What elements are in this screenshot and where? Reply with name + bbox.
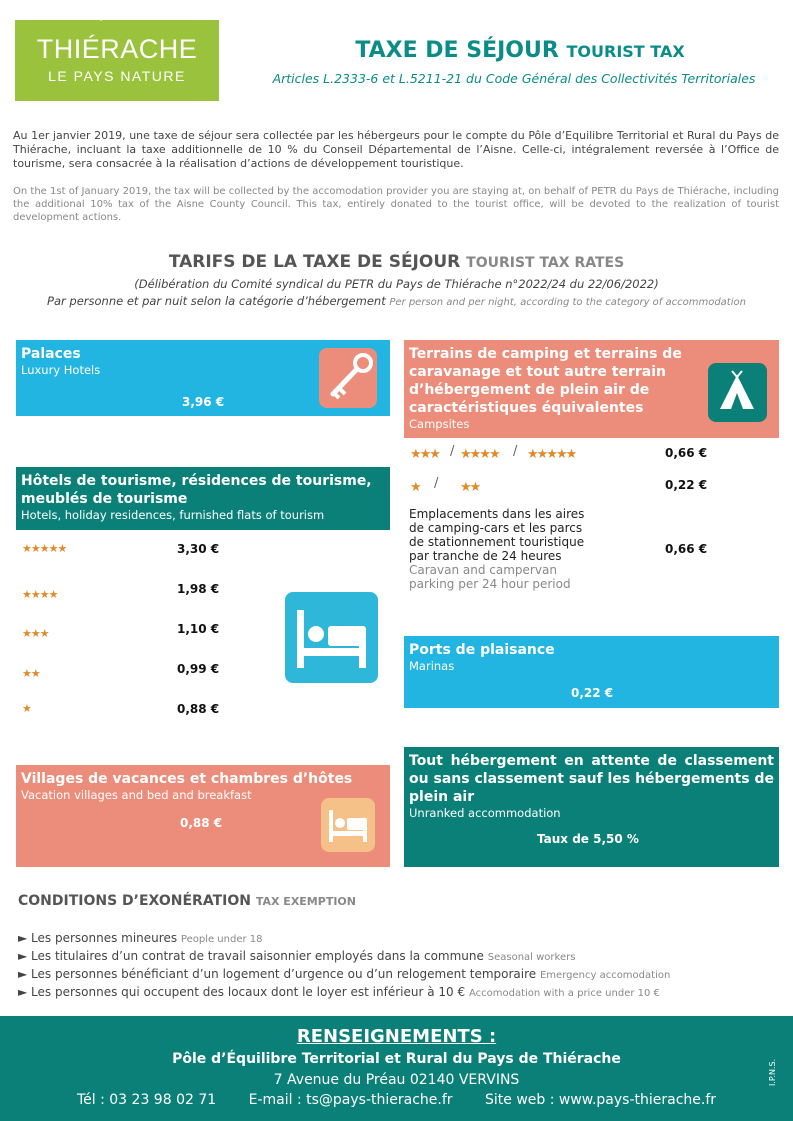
tent-icon xyxy=(708,363,767,422)
camping-box xyxy=(404,340,779,438)
camping-sep-2: / xyxy=(513,444,518,459)
camping-stars-3: ★★★ xyxy=(410,447,439,462)
hotels-price-1: 0,88 € xyxy=(177,702,220,716)
camping-car-price: 0,66 € xyxy=(665,542,708,556)
hotels-price-2: 0,99 € xyxy=(177,662,220,676)
unranked-title: Tout hébergement en attente de classement ou sans classement sauf les hébergements de plein air xyxy=(409,753,774,805)
palaces-price: 3,96 € xyxy=(182,395,225,409)
list-item xyxy=(18,966,788,984)
rates-per-fr: Par personne et par nuit selon la catégorie d’hébergement xyxy=(47,294,386,308)
camping-subtitle: Campsites xyxy=(409,417,470,431)
condition-fr: ► Les personnes qui occupent des locaux dont le loyer est inférieur à 10 € xyxy=(18,985,466,999)
unranked-box xyxy=(404,747,779,867)
intro-en: On the 1st of January 2019, the tax will be collected by the accomodation provider you are staying at, on behalf of PETR du Pays de Thiérache, including the additional 10% tax of the Aisne County Council. This tax, entirely donated to the tourist office, will be devoted to the realization of tourist development actions. xyxy=(13,186,779,223)
ports-price: 0,22 € xyxy=(571,686,614,700)
footer-web[interactable]: Site web : www.pays-thierache.fr xyxy=(484,1092,717,1108)
hotels-price-3: 1,10 € xyxy=(177,622,220,636)
footer-title: RENSEIGNEMENTS : xyxy=(296,1026,497,1047)
hotels-stars-2: ★★ xyxy=(22,667,40,680)
title-fr: TAXE DE SÉJOUR xyxy=(355,38,559,63)
camping-stars-4: ★★★★ xyxy=(460,447,499,462)
title-en: TOURIST TAX xyxy=(566,42,685,61)
camping-stars-5: ★★★★★ xyxy=(527,447,576,462)
rates-title-fr: TARIFS DE LA TAXE DE SÉJOUR xyxy=(168,252,461,272)
villages-subtitle: Vacation villages and bed and breakfast xyxy=(21,788,252,802)
ports-title: Ports de plaisance xyxy=(409,642,555,658)
palaces-title: Palaces xyxy=(21,346,81,362)
conditions-title-en: TAX EXEMPTION xyxy=(255,895,356,908)
list-item xyxy=(18,930,788,948)
hotels-title: Hôtels de tourisme, résidences de tourisme, meublés de tourisme xyxy=(21,473,372,507)
villages-price: 0,88 € xyxy=(180,816,223,830)
intro-fr: Au 1er janvier 2019, une taxe de séjour sera collectée par les hébergeurs pour le compte du Pôle d’Equilibre Territorial et Rural du Pays de Thiérache, incluant la taxe additionnelle de 10 % du Conseil Départemental de l’Aisne. Celle-ci, intégralement reversée à l’Office de tourisme, sera consacrée à la réalisation d’actions de développement touristique. xyxy=(13,129,779,170)
key-icon xyxy=(319,348,377,408)
villages-title: Villages de vacances et chambres d’hôtes xyxy=(21,771,353,787)
rates-per xyxy=(0,294,793,308)
conditions-title-fr: CONDITIONS D’EXONÉRATION xyxy=(18,893,251,909)
condition-en: People under 18 xyxy=(180,934,263,945)
hotels-stars-4: ★★★★ xyxy=(22,588,58,601)
list-item xyxy=(18,984,788,1002)
camping-price-low: 0,22 € xyxy=(665,478,708,492)
condition-en: Accomodation with a price under 10 € xyxy=(468,988,660,999)
footer-address: 7 Avenue du Préau 02140 VERVINS xyxy=(273,1072,520,1088)
conditions-list xyxy=(18,930,788,1002)
camping-car-fr: Emplacements dans les aires de camping-cars et les parcs de stationnement touristique par tranche de 24 heures xyxy=(409,507,585,563)
palaces-subtitle: Luxury Hotels xyxy=(21,363,101,377)
rates-per-en: Per person and per night, according to the category of accommodation xyxy=(389,297,746,308)
footer xyxy=(0,1016,793,1121)
condition-fr: ► Les titulaires d’un contrat de travail saisonnier employés dans la commune xyxy=(18,949,484,963)
hotels-price-5: 3,30 € xyxy=(177,542,220,556)
logo-notch xyxy=(91,11,111,21)
hotels-stars-5: ★★★★★ xyxy=(22,542,67,555)
bed-icon xyxy=(321,798,375,852)
rates-title-en: TOURIST TAX RATES xyxy=(466,255,625,271)
camping-sep-1: / xyxy=(450,444,455,459)
camping-car-parking xyxy=(409,507,594,591)
footer-phone: Tél : 03 23 98 02 71 xyxy=(76,1092,217,1108)
page-subtitle: Articles L.2333-6 et L.5211-21 du Code Général des Collectivités Territoriales xyxy=(272,71,756,86)
camping-sep-3: / xyxy=(434,476,439,491)
logo-line2: LE PAYS NATURE xyxy=(48,68,186,84)
hotels-subtitle: Hotels, holiday residences, furnished flats of tourism xyxy=(21,508,325,522)
logo xyxy=(15,20,219,101)
camping-stars-2: ★★ xyxy=(460,480,480,495)
condition-en: Seasonal workers xyxy=(487,952,576,963)
camping-price-high: 0,66 € xyxy=(665,446,708,460)
conditions-title xyxy=(18,893,356,909)
palaces-box xyxy=(16,340,390,416)
hotels-stars-1: ★ xyxy=(22,702,31,715)
camping-stars-1: ★ xyxy=(410,480,420,495)
ports-box xyxy=(404,636,779,708)
villages-box xyxy=(16,765,390,867)
footer-contact xyxy=(0,1092,793,1108)
unranked-subtitle: Unranked accommodation xyxy=(409,806,561,820)
hotels-price-4: 1,98 € xyxy=(177,582,220,596)
hotels-stars-3: ★★★ xyxy=(22,627,49,640)
condition-fr: ► Les personnes mineures xyxy=(18,931,178,945)
list-item xyxy=(18,948,788,966)
footer-org: Pôle d’Équilibre Territorial et Rural du Pays de Thiérache xyxy=(172,1051,621,1067)
footer-printer-mark: I.P.N.S. xyxy=(768,1058,777,1086)
hotels-box xyxy=(16,467,390,530)
footer-email[interactable]: E-mail : ts@pays-thierache.fr xyxy=(248,1092,453,1108)
camping-car-en: Caravan and campervan parking per 24 hour period xyxy=(409,563,571,591)
bed-icon xyxy=(285,592,378,683)
rates-title xyxy=(0,252,793,272)
ports-subtitle: Marinas xyxy=(409,659,455,673)
page-title xyxy=(250,38,790,63)
rates-deliberation: (Délibération du Comité syndical du PETR du Pays de Thiérache n°2022/24 du 22/06/2022) xyxy=(134,277,659,291)
condition-fr: ► Les personnes bénéficiant d’un logement d’urgence ou d’un relogement temporaire xyxy=(18,967,537,981)
unranked-price: Taux de 5,50 % xyxy=(537,832,639,846)
logo-line1: THIÉRACHE xyxy=(36,34,198,64)
condition-en: Emergency accomodation xyxy=(539,970,671,981)
camping-title: Terrains de camping et terrains de caravanage et tout autre terrain d’hébergement de plein air de caractéristiques équivalentes xyxy=(409,346,682,416)
